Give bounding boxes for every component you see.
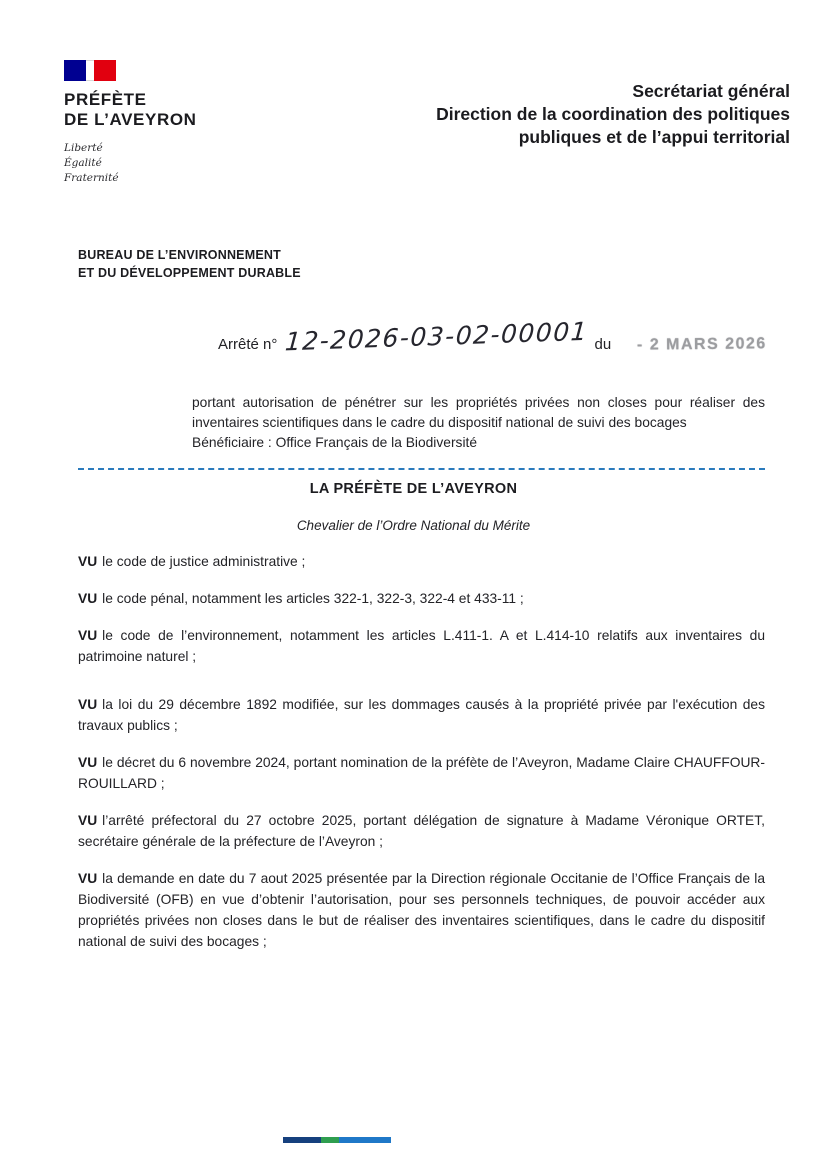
motto-fraternite: Fraternité: [64, 172, 119, 185]
vu-label: VU: [78, 812, 98, 828]
flag-white-stripe: [86, 60, 94, 81]
vu-item-6: [78, 811, 765, 853]
motto-liberte: Liberté: [64, 141, 103, 154]
vu-item-7: [78, 869, 765, 953]
vu-label: VU: [78, 754, 98, 770]
vu-text: le code pénal, notamment les articles 322-1, 322-3, 322-4 et 433-11 ;: [102, 590, 524, 606]
document-title: LA PRÉFÈTE DE L’AVEYRON: [309, 481, 518, 497]
scan-artifact-segment: [283, 1137, 321, 1143]
republic-motto: [64, 141, 197, 187]
date-stamp: - 2 MARS 2026: [637, 335, 768, 354]
vu-list: [78, 552, 765, 969]
vu-label: VU: [78, 870, 98, 886]
vu-item-2: [78, 589, 765, 610]
vu-item-4: [78, 695, 765, 737]
flag-blue-stripe: [64, 60, 86, 81]
bureau-line-1: BUREAU DE L’ENVIRONNEMENT: [78, 248, 281, 262]
motto-egalite: Égalité: [64, 157, 102, 169]
vu-text: le code de l’environnement, notamment les articles L.411-1. A et L.414-10 relatifs aux inventaires du patrimoine naturel ;: [78, 627, 765, 664]
service-line-2: Direction de la coordination des politiques: [436, 104, 790, 125]
bureau-line-2: ET DU DÉVELOPPEMENT DURABLE: [78, 265, 301, 280]
subject-text: portant autorisation de pénétrer sur les propriétés privées non closes pour réaliser des inventaires scientifiques dans le cadre du dispositif national de suivi des bocages: [192, 395, 765, 430]
vu-label: VU: [78, 696, 98, 712]
prefecture-name: [64, 90, 197, 131]
vu-text: le code de justice administrative ;: [102, 554, 306, 569]
arrete-number-row: [218, 316, 778, 357]
arrete-number-handwritten: 12-2026-03-02-00001: [284, 316, 590, 357]
vu-text: le décret du 6 novembre 2024, portant nomination de la préfète de l’Aveyron, Madame Claire CHAUFFOUR-ROUILLARD ;: [78, 754, 765, 791]
vu-text: la loi du 29 décembre 1892 modifiée, sur les dommages causés à la propriété privée par l'exécution des travaux publics ;: [78, 696, 765, 733]
arrete-du-label: du: [594, 336, 612, 353]
french-flag-icon: [64, 60, 118, 81]
vu-label: VU: [78, 590, 98, 606]
scan-artifact-segment: [321, 1137, 339, 1143]
vu-label: VU: [78, 627, 98, 643]
subject-beneficiary: Bénéficiaire : Office Français de la Biodiversité: [192, 435, 478, 450]
blue-separator-line: [78, 468, 765, 470]
service-line-3: publiques et de l’appui territorial: [518, 127, 790, 148]
prefecture-name-line2: DE L’AVEYRON: [64, 110, 197, 130]
scan-artifact-segment: [339, 1137, 391, 1143]
vu-text: la demande en date du 7 aout 2025 présentée par la Direction régionale Occitanie de l’Office Français de la Biodiversité (OFB) en vue d’obtenir l’autorisation, pour ses personnels techniques, de pouvoir accéder aux propriétés privées non closes dans le but de réaliser des inventaires scientifiques, dans le cadre du dispositif national de suivi des bocages ;: [78, 870, 765, 949]
flag-red-stripe: [94, 60, 116, 81]
bureau-block: [78, 247, 301, 282]
vu-label: VU: [78, 554, 98, 569]
service-line-1: Secrétariat général: [632, 81, 790, 101]
vu-item-5: [78, 753, 765, 795]
scan-artifact: [283, 1137, 391, 1143]
prefecture-brand-block: [64, 60, 197, 186]
vu-item-3: [78, 626, 765, 668]
vu-text: l’arrêté préfectoral du 27 octobre 2025, portant délégation de signature à Madame Véronique ORTET, secrétaire générale de la préfecture de l’Aveyron ;: [78, 812, 765, 849]
prefecture-name-line1: PRÉFÈTE: [64, 90, 147, 109]
service-header-block: [436, 80, 790, 149]
arrete-subject-block: [192, 393, 765, 453]
vu-item-1: [78, 552, 765, 573]
arrete-number-label: Arrêté n°: [218, 336, 278, 353]
document-subtitle: Chevalier de l’Ordre National du Mérite: [296, 518, 531, 533]
